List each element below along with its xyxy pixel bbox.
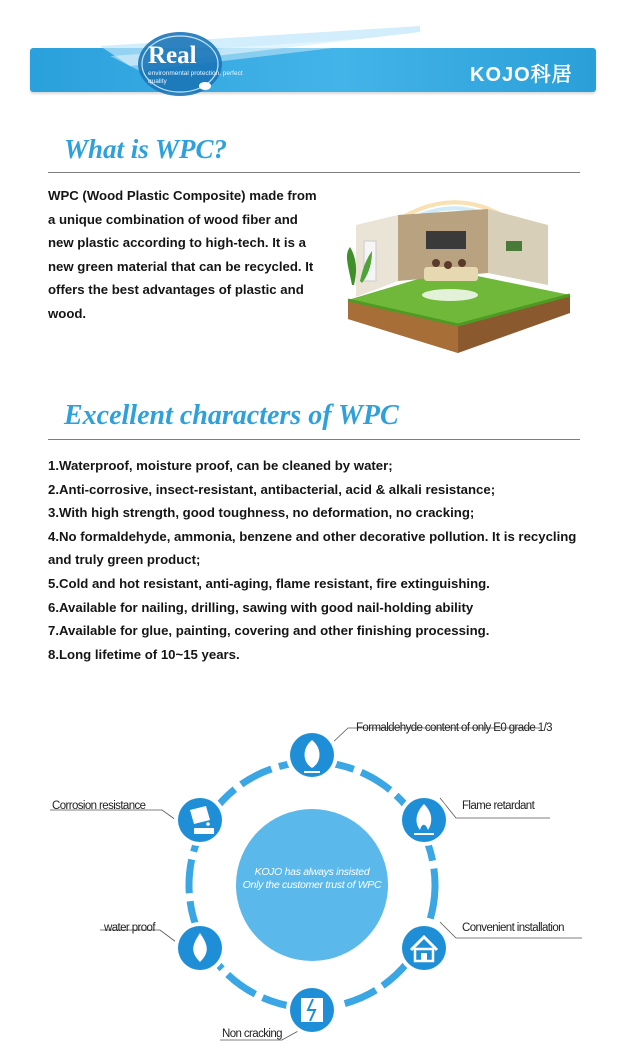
features-list bbox=[48, 454, 598, 666]
list-item: 1.Waterproof, moisture proof, can be cleaned by water; bbox=[48, 458, 393, 473]
list-item: 4.No formaldehyde, ammonia, benzene and other decorative pollution. It is recycling and truly green product; bbox=[48, 528, 577, 568]
section-title-excellent-characters: Excellent characters of WPC bbox=[64, 400, 399, 431]
section-divider bbox=[48, 172, 580, 173]
section-divider bbox=[48, 439, 580, 440]
label-convenient-installation: Convenient installation bbox=[462, 922, 564, 934]
list-item: 3.With high strength, good toughness, no deformation, no cracking; bbox=[48, 505, 475, 521]
label-formaldehyde: Formaldehyde content of only E0 grade 1/3 bbox=[356, 722, 552, 734]
label-water-proof: water proof bbox=[104, 922, 155, 934]
label-corrosion-resistance: Corrosion resistance bbox=[52, 800, 146, 812]
center-caption bbox=[232, 866, 392, 892]
brand-logo: KOJO科居 bbox=[470, 64, 573, 86]
intro-paragraph: WPC (Wood Plastic Composite) made from a unique combination of wood fiber and new plastic according to high-tech. It is a new green material that can be recycled. It offers the best advantages of plastic and wood. bbox=[48, 188, 317, 321]
leaf-icon bbox=[286, 729, 338, 781]
badge-title: Real bbox=[148, 42, 197, 69]
center-caption-line2: Only the customer trust of WPC bbox=[242, 879, 382, 891]
house-illustration bbox=[338, 185, 578, 370]
label-non-cracking: Non cracking bbox=[222, 1028, 282, 1040]
center-caption-line1: KOJO has always insisted bbox=[254, 866, 370, 878]
label-flame-retardant: Flame retardant bbox=[462, 800, 535, 812]
chemical-icon bbox=[174, 794, 226, 846]
list-item: 6.Available for nailing, drilling, sawing with good nail-holding ability bbox=[48, 599, 474, 615]
list-item: 7.Available for glue, painting, covering and other finishing processing. bbox=[48, 623, 490, 639]
house-icon bbox=[398, 922, 450, 974]
flame-icon bbox=[398, 794, 450, 846]
section-title-what-is-wpc: What is WPC? bbox=[64, 134, 228, 164]
crack-icon bbox=[286, 984, 338, 1036]
badge-subtitle: environmental protection, perfect quality bbox=[148, 70, 243, 85]
list-item: 8.Long lifetime of 10~15 years. bbox=[48, 646, 240, 662]
list-item: 2.Anti-corrosive, insect-resistant, antibacterial, acid & alkali resistance; bbox=[48, 481, 496, 497]
list-item: 5.Cold and hot resistant, anti-aging, flame resistant, fire extinguishing. bbox=[48, 575, 490, 591]
water-drop-icon bbox=[174, 922, 226, 974]
